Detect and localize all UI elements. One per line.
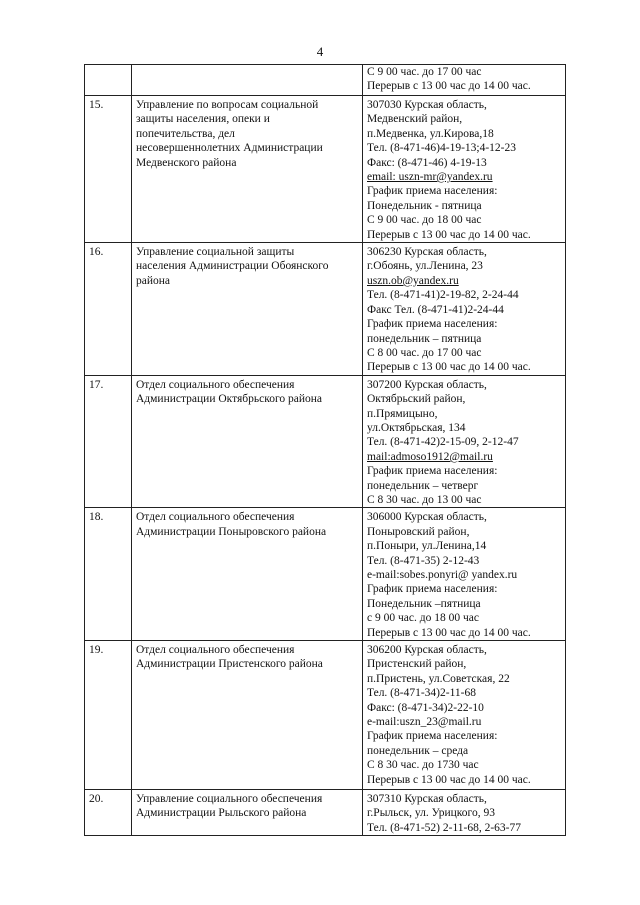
address-line: 306000 Курская область, [367,511,487,524]
contact-details [363,375,566,508]
email-link[interactable]: email: uszn-mr@yandex.ru [367,171,493,184]
address-line: 307200 Курская область, [367,378,487,391]
fax-line: Факс Тел. (8-471-41)2-24-44 [367,303,504,316]
address-line: 306230 Курская область, [367,246,487,259]
schedule-line: понедельник – четверг [367,479,479,492]
name-line: защиты населения, опеки и [136,113,270,126]
name-line: Администрации Октябрьского района [136,393,323,406]
contact-details [363,641,566,790]
phone-line: Тел. (8-471-41)2-19-82, 2-24-44 [367,289,519,302]
schedule-line: С 9 00 час. до 18 00 час [367,214,482,227]
schedule-line: С 8 30 час. до 1730 час [367,759,479,772]
row-number: 17. [85,375,132,508]
phone-line: Тел. (8-471-52) 2-11-68, 2-63-77 [367,821,522,834]
schedule-line: Перерыв с 13 00 час до 14 00 час. [367,228,531,241]
organization-name [132,790,363,836]
name-line: Управление по вопросам социальной [136,99,319,111]
page-number: 4 [316,44,324,59]
address-line: 307310 Курская область, [367,793,487,806]
name-line: Администрации Пристенского района [136,658,323,671]
table-row [85,96,566,243]
table-row [85,65,566,96]
schedule-line: Перерыв с 13 00 час до 14 00 час. [367,626,531,639]
name-line: Медвенского района [136,156,237,169]
address-line: Медвенский район, [367,113,463,126]
name-line: несовершеннолетних Администрации [136,142,323,155]
phone-line: Тел. (8-471-34)2-11-68 [367,687,476,700]
phone-line: Тел. (8-471-46)4-19-13;4-12-23 [367,142,517,155]
contact-details [363,96,566,243]
address-line: 307030 Курская область, [367,99,487,111]
contact-details [363,508,566,641]
name-line: Администрации Рыльского района [136,807,307,820]
name-line: Администрации Поныровского района [136,525,327,538]
name-line: района [136,274,171,287]
table-row [85,641,566,790]
contact-details [363,243,566,376]
name-line: населения Администрации Обоянского [136,260,329,273]
address-line: п.Пристень, ул.Советская, 22 [367,672,510,685]
address-line: 306200 Курская область, [367,644,487,657]
schedule-line: Перерыв с 13 00 час до 14 00 час. [367,361,531,374]
table-row [85,508,566,641]
address-line: Октябрьский район, [367,393,466,406]
address-line: г.Обоянь, ул.Ленина, 23 [367,260,483,273]
schedule-line: График приема населения: [367,185,498,198]
name-line: Отдел социального обеспечения [136,511,295,524]
address-line: г.Рыльск, ул. Урицкого, 93 [367,807,495,820]
schedule-line: понедельник – среда [367,744,469,757]
schedule-line: Перерыв с 13 00 час до 14 00 час. [367,773,531,786]
schedule-line: График приема населения: [367,730,498,743]
name-line: Отдел социального обеспечения [136,644,295,657]
organization-name [132,641,363,790]
row-number [85,65,132,96]
address-line: Поныровский район, [367,525,470,538]
table-row [85,243,566,376]
address-line: п.Поныри, ул.Ленина,14 [367,540,487,553]
address-line: ул.Октябрьская, 134 [367,421,466,434]
row-number: 19. [85,641,132,790]
schedule-line: Понедельник –пятница [367,597,481,610]
email-line[interactable]: e-mail:uszn_23@mail.ru [367,716,482,729]
phone-line: Тел. (8-471-42)2-15-09, 2-12-47 [367,436,519,449]
organization-name [132,96,363,243]
email-line[interactable]: e-mail:sobes.ponyri@ yandex.ru [367,569,518,581]
table-row [85,375,566,508]
address-line: п.Медвенка, ул.Кирова,18 [367,127,494,140]
fax-line: Факс: (8-471-34)2-22-10 [367,701,484,714]
organization-name [132,508,363,641]
contact-details [363,65,566,96]
name-line: Управление социальной защиты [136,246,295,259]
contacts-table [84,64,566,836]
organization-name [132,243,363,376]
email-link[interactable]: uszn.ob@yandex.ru [367,274,459,287]
address-line: С 9 00 час. до 17 00 час [367,66,482,78]
phone-line: Тел. (8-471-35) 2-12-43 [367,554,480,567]
organization-name [132,65,363,96]
schedule-line: С 8 00 час. до 17 00 час [367,346,482,359]
email-link[interactable]: mail:admoso1912@mail.ru [367,450,493,463]
schedule-line: С 8 30 час. до 13 00 час [367,493,482,506]
organization-name [132,375,363,508]
schedule-line: с 9 00 час. до 18 00 час [367,612,479,625]
schedule-line: Понедельник - пятница [367,199,482,212]
row-number: 20. [85,790,132,836]
schedule-line: График приема населения: [367,583,498,596]
schedule-line: График приема населения: [367,465,498,478]
row-number: 18. [85,508,132,641]
row-number: 15. [85,96,132,243]
schedule-line: График приема населения: [367,318,498,331]
address-line: п.Прямицыно, [367,407,438,420]
address-line: Пристенский район, [367,658,467,671]
row-number: 16. [85,243,132,376]
name-line: Управление социального обеспечения [136,793,323,806]
table-row [85,790,566,836]
address-line: Перерыв с 13 00 час до 14 00 час. [367,80,531,93]
name-line: попечительства, дел [136,127,235,140]
contact-details [363,790,566,836]
fax-line: Факс: (8-471-46) 4-19-13 [367,156,487,169]
name-line: Отдел социального обеспечения [136,378,295,391]
schedule-line: понедельник – пятница [367,332,482,345]
